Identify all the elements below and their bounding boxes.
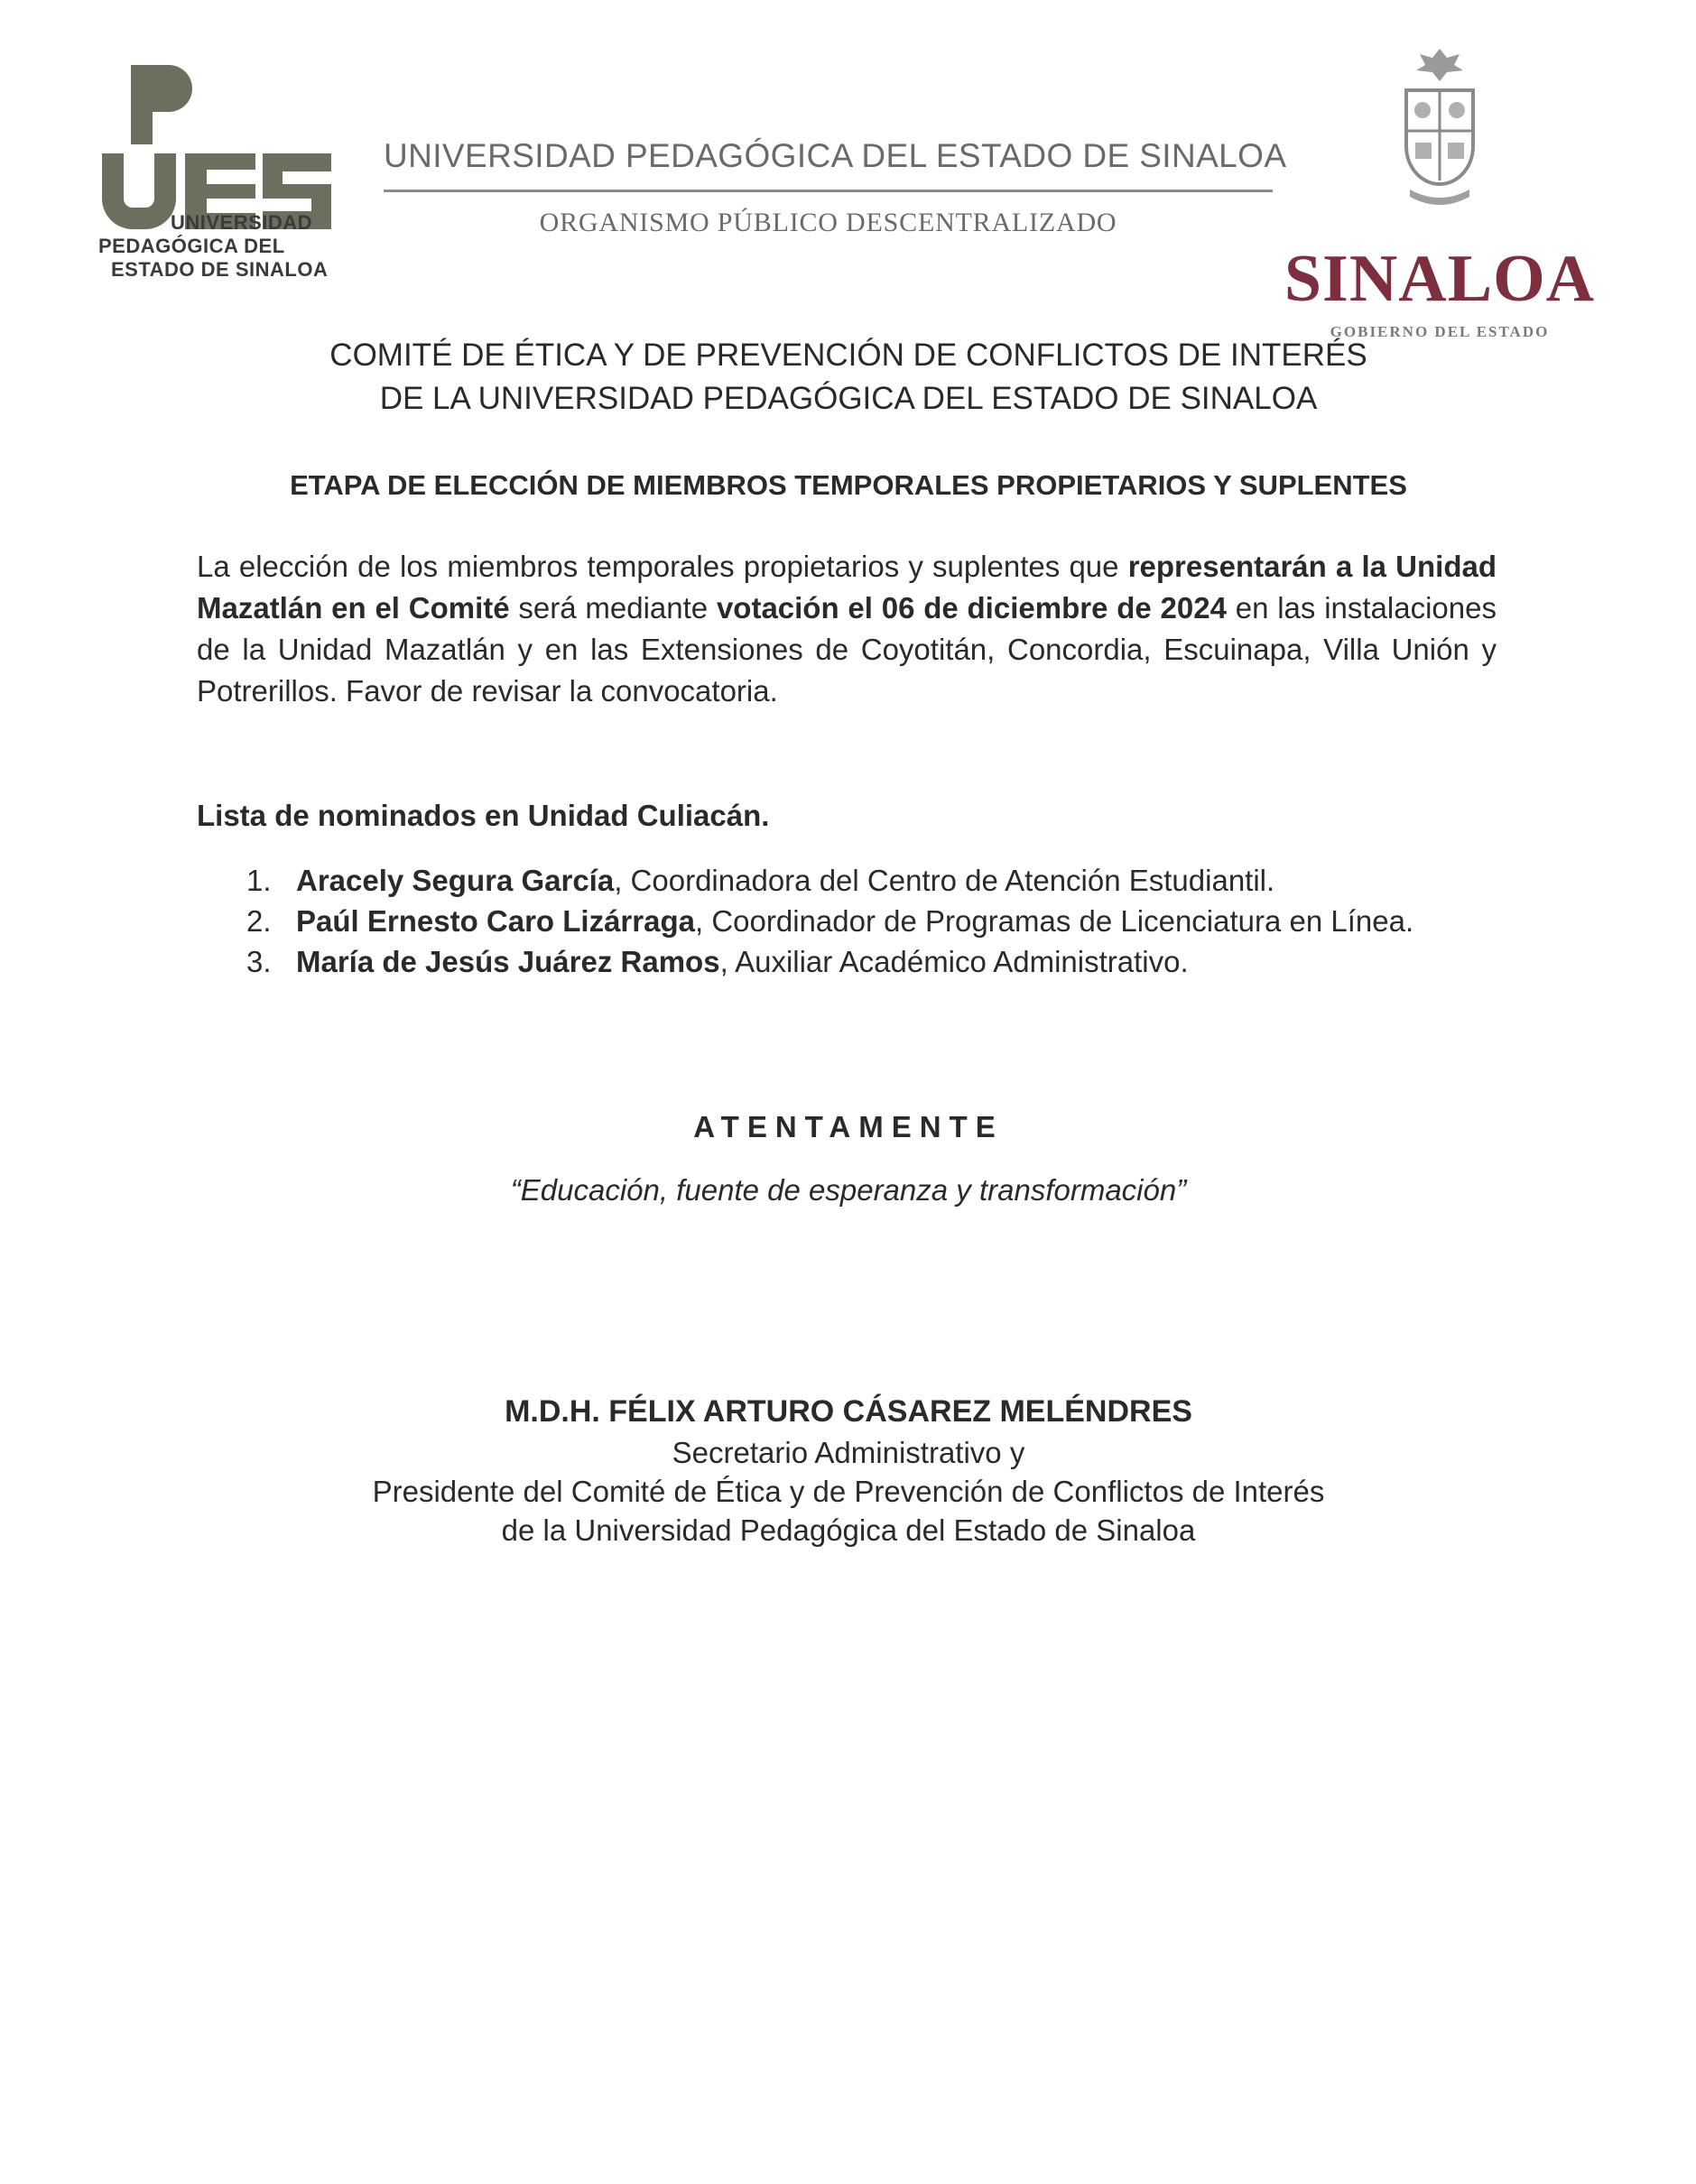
nominee-role: , Coordinador de Programas de Licenciatura en Línea. (694, 904, 1414, 938)
nominee-name: Paúl Ernesto Caro Lizárraga (296, 904, 695, 938)
signer-role-line-1: Secretario Administrativo y (672, 1436, 1025, 1469)
document-title (181, 334, 1516, 421)
nominee-name: María de Jesús Juárez Ramos (296, 945, 720, 978)
nominee-role: , Coordinadora del Centro de Atención Estudiantil. (614, 864, 1275, 897)
document-subtitle: ETAPA DE ELECCIÓN DE MIEMBROS TEMPORALES PROPIETARIOS Y SUPLENTES (290, 469, 1407, 501)
intro-text-1: La elección de los miembros temporales propietarios y suplentes que (197, 550, 1128, 583)
intro-bold-1: representarán a la Unidad Mazatlán en el Comité (197, 550, 1497, 625)
sinaloa-wordmark: SINALOA (1284, 242, 1596, 316)
upes-logo-text-line-2: PEDAGÓGICA DEL (98, 235, 285, 257)
upes-logo-text-line-3: ESTADO DE SINALOA (111, 258, 329, 281)
header-divider (384, 190, 1273, 192)
intro-text-3: en las instalaciones de la Unidad Mazatlán y en las Extensiones de Coyotitán, Concordia, Escuinapa, Villa Unión y Potrerillos. Favor de revisar la convocatoria. (197, 591, 1497, 708)
institution-name: UNIVERSIDAD PEDAGÓGICA DEL ESTADO DE SINALOA (384, 137, 1287, 174)
institution-subtitle: ORGANISMO PÚBLICO DESCENTRALIZADO (539, 208, 1117, 237)
list-item (197, 941, 1497, 982)
sinaloa-coat-of-arms-icon (1390, 45, 1489, 208)
sinaloa-tagline: GOBIERNO DEL ESTADO (1330, 323, 1550, 340)
intro-bold-2: votación el 06 de diciembre de 2024 (716, 591, 1227, 625)
upes-logo (95, 63, 366, 298)
signer-role (181, 1433, 1516, 1550)
nominee-role: , Auxiliar Académico Administrativo. (719, 945, 1189, 978)
nominee-name: Aracely Segura García (296, 864, 615, 897)
nominees-heading: Lista de nominados en Unidad Culiacán. (197, 799, 770, 832)
list-item-number: 1. (246, 864, 272, 897)
document-title-line-1: COMITÉ DE ÉTICA Y DE PREVENCIÓN DE CONFLICTOS DE INTERÉS (329, 338, 1367, 373)
list-item-number: 2. (246, 904, 272, 938)
list-item (197, 860, 1497, 901)
intro-text-2: será mediante (509, 591, 717, 625)
intro-paragraph (197, 546, 1497, 712)
sinaloa-government-logo (1273, 45, 1607, 340)
signer-name: M.D.H. FÉLIX ARTURO CÁSAREZ MELÉNDRES (505, 1394, 1192, 1429)
upes-logo-text-line-1: UNIVERSIDAD (171, 211, 313, 234)
document-title-line-2: DE LA UNIVERSIDAD PEDAGÓGICA DEL ESTADO DE SINALOA (379, 381, 1318, 416)
closing-salutation: ATENTAMENTE (693, 1110, 1004, 1143)
signer-role-line-2: Presidente del Comité de Ética y de Prevención de Conflictos de Interés (372, 1475, 1325, 1508)
upes-logo-mark (95, 63, 333, 235)
nominees-list (197, 860, 1497, 982)
signer-role-line-3: de la Universidad Pedagógica del Estado de Sinaloa (501, 1513, 1196, 1547)
list-item-number: 3. (246, 945, 272, 978)
list-item (197, 901, 1497, 941)
institutional-motto: “Educación, fuente de esperanza y transformación” (510, 1173, 1187, 1207)
